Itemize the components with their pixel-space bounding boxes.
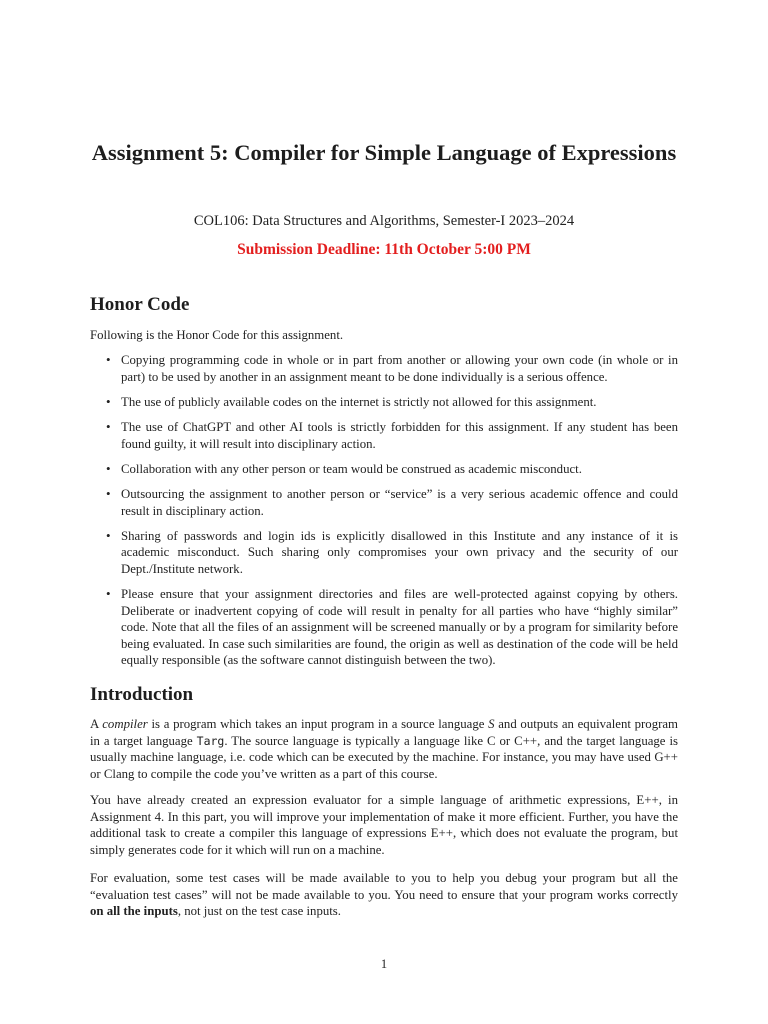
text-run: For evaluation, some test cases will be made available to you to help you debug your program but all the “evaluation test cases” will not be made available to you. You need to ensure that your program works correctly [90, 871, 678, 902]
intro-paragraph-1 [90, 716, 678, 782]
text-run: is a program which takes an input program in a source language [147, 717, 489, 731]
list-item: • Outsourcing the assignment to another person or “service” is a very serious academic offence and could result in disciplinary action. [90, 486, 678, 519]
honor-code-intro: Following is the Honor Code for this assignment. [90, 328, 344, 342]
intro-paragraph-3 [90, 870, 678, 920]
page-title: Assignment 5: Compiler for Simple Language of Expressions [91, 140, 677, 165]
text-run: A [90, 717, 103, 731]
intro-paragraph-2: You have already created an expression evaluator for a simple language of arithmetic expressions, E++, in Assignment 4. In this part, you will improve your implementation of make it more efficient. Further, you have the additional task to create a compiler this language of expressions E++, which does not evaluate the program, but simply generates code for it which will run on a machine. [90, 793, 678, 857]
list-item: • Sharing of passwords and login ids is explicitly disallowed in this Institute and any instance of it is academic misconduct. Such sharing only compromises your own privacy and the security of our Dept./Institute network. [90, 528, 678, 578]
list-item: • Copying programming code in whole or in part from another or allowing your own code (in whole or in part) to be used by another in an assignment meant to be done individually is a serious offence. [90, 352, 678, 385]
submission-deadline: Submission Deadline: 11th October 5:00 PM [237, 241, 531, 258]
emphasis-bold: on all the inputs [90, 904, 178, 918]
list-item: • Please ensure that your assignment directories and files are well-protected against copying by others. Deliberate or inadvertent copying of code will result in penalty for all parties who have “highly similar” code. Note that all the files of an assignment will be screened manually or by a program for similarity before being evaluated. In case such similarities are found, the origin as well as destination of the code will be held equally responsible (as the software cannot distinguish between the two). [90, 586, 678, 669]
introduction-heading: Introduction [90, 684, 194, 705]
page-number: 1 [380, 957, 388, 971]
list-item: • The use of ChatGPT and other AI tools is strictly forbidden for this assignment. If any student has been found guilty, it will result into disciplinary action. [90, 419, 678, 452]
code-targ: Targ [196, 733, 225, 748]
honor-code-list [90, 352, 678, 678]
text-run: , not just on the test case inputs. [177, 904, 341, 918]
list-item: • Collaboration with any other person or team would be construed as academic misconduct. [90, 461, 678, 478]
text-run: . The source language is typically a language like C or C++, and the target language is usually machine language, i.e. code which can be executed by the machine. For instance, you may have used G++ or Clang to compile the code you’ve written as a part of this course. [90, 733, 678, 781]
honor-code-heading: Honor Code [90, 294, 190, 315]
course-subtitle: COL106: Data Structures and Algorithms, Semester-I 2023–2024 [193, 213, 575, 229]
text-run: and outputs an equivalent program in a target language [90, 717, 678, 748]
term-compiler: compiler [102, 717, 148, 731]
symbol-s: S [488, 717, 495, 731]
list-item: • The use of publicly available codes on the internet is strictly not allowed for this assignment. [90, 394, 678, 411]
